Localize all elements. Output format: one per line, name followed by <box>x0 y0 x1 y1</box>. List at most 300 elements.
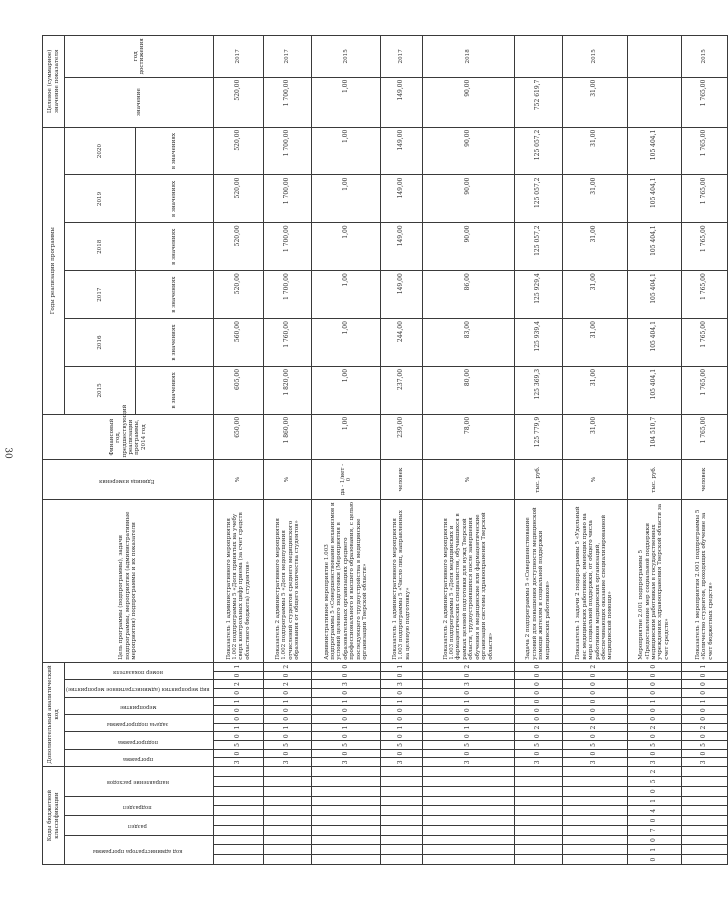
program-indicators-table <box>42 35 728 865</box>
code-digit: 0 <box>562 680 627 689</box>
row-unit: % <box>264 460 312 499</box>
code-digit <box>381 825 423 835</box>
code-digit <box>381 767 423 777</box>
code-digit <box>213 855 263 865</box>
year-header-2016: 2016 <box>65 319 136 367</box>
subprogram-header: подпрограмма <box>65 732 214 749</box>
row-year-value: 1 765,00 <box>681 319 727 367</box>
row-target-value: 31,00 <box>562 77 627 127</box>
row-target-value: 149,00 <box>381 77 423 127</box>
row-target-value: 90,00 <box>422 77 514 127</box>
code-digit: 2 <box>562 662 627 671</box>
row-target-year <box>627 36 681 78</box>
code-digit <box>562 855 627 865</box>
code-digit <box>381 845 423 855</box>
code-digit: 2 <box>422 662 514 671</box>
budget-code-header: Коды бюджетной классификации <box>43 767 65 865</box>
code-digit: 0 <box>381 715 423 724</box>
code-digit: 1 <box>381 697 423 706</box>
code-digit <box>312 825 381 835</box>
table-row <box>514 36 562 865</box>
row-unit: % <box>213 460 263 499</box>
code-digit: 0 <box>312 671 381 680</box>
row-target-year: 2018 <box>422 36 514 78</box>
code-digit: 2 <box>264 680 312 689</box>
row-year-value: 1 765,00 <box>681 223 727 271</box>
row-description: Административное мероприятие 1.003 подпрограммы 5 «Совершенствование механизмов и условий целевого подготовки (Мероприятия в образовательных организациях среднего профессионального и высшего образования, с целью последующего трудоустройства в медицинские организации Тверской области» <box>312 499 381 662</box>
code-digit: 0 <box>627 835 681 845</box>
code-digit <box>312 835 381 845</box>
code-digit <box>681 767 727 777</box>
row-year-value: 149,00 <box>381 271 423 319</box>
code-digit: 0 <box>627 855 681 865</box>
code-digit <box>514 806 562 816</box>
row-year-value: 149,00 <box>381 223 423 271</box>
row-year-value: 149,00 <box>381 127 423 175</box>
code-digit: 3 <box>213 758 263 767</box>
row-target-year: 2015 <box>562 36 627 78</box>
code-digit: 0 <box>213 732 263 741</box>
code-digit <box>681 825 727 835</box>
code-digit: 0 <box>514 706 562 715</box>
code-digit: 4 <box>627 806 681 816</box>
row-year-value: 520,00 <box>213 127 263 175</box>
code-digit <box>514 835 562 845</box>
code-digit <box>213 845 263 855</box>
row-year-value: 1 765,00 <box>681 271 727 319</box>
year-header-2015: 2015 <box>65 366 136 414</box>
code-digit: 3 <box>627 758 681 767</box>
row-year-value: 605,00 <box>213 366 263 414</box>
table-row <box>381 36 423 865</box>
code-digit <box>422 796 514 806</box>
goal-text-header: Цель программы (подпрограммы), задачи подпрограммы, мероприятия (административные мероприятия) подпрограммы и их показатели <box>43 499 214 662</box>
code-digit: 5 <box>312 741 381 750</box>
indicator-no-header: номер показателя <box>65 662 214 679</box>
in-values-header: в значениях <box>135 366 213 414</box>
program-admin-header: код администратора программы <box>65 835 214 864</box>
code-digit: 3 <box>681 758 727 767</box>
code-digit <box>422 806 514 816</box>
code-digit: 5 <box>213 741 263 750</box>
code-digit: 3 <box>422 758 514 767</box>
row-year-value: 90,00 <box>422 223 514 271</box>
code-digit <box>562 786 627 796</box>
row-base-value: 104 510,7 <box>627 414 681 460</box>
row-description: Показатель 1 административного мероприятия 1.003 подпрограммы 5 «Число лиц, направленных на целевую подготовку» <box>381 499 423 662</box>
row-year-value: 125 057,2 <box>514 223 562 271</box>
table-body <box>213 36 727 865</box>
row-year-value: 1 700,00 <box>264 127 312 175</box>
row-year-value: 1 765,00 <box>681 127 727 175</box>
code-digit: 0 <box>627 816 681 826</box>
code-digit <box>681 806 727 816</box>
row-year-value: 1,00 <box>312 127 381 175</box>
code-digit: 0 <box>681 732 727 741</box>
code-digit <box>381 806 423 816</box>
program-indicators-table-sheet <box>42 35 714 865</box>
table-row <box>264 36 312 865</box>
code-digit <box>381 796 423 806</box>
row-unit: человек <box>381 460 423 499</box>
code-digit <box>681 796 727 806</box>
code-digit: 0 <box>514 662 562 671</box>
in-values-header: в значениях <box>135 319 213 367</box>
row-year-value: 90,00 <box>422 127 514 175</box>
code-digit: 7 <box>627 825 681 835</box>
code-digit <box>422 767 514 777</box>
code-digit: 1 <box>213 662 263 671</box>
table-row <box>422 36 514 865</box>
code-digit: 0 <box>514 732 562 741</box>
row-target-value: 1 700,00 <box>264 77 312 127</box>
year-header-2020: 2020 <box>65 127 136 175</box>
code-digit: 0 <box>422 706 514 715</box>
target-header: Целевое (суммарное) значение показателя <box>43 36 65 128</box>
code-digit: 0 <box>312 688 381 697</box>
row-year-value: 90,00 <box>422 175 514 223</box>
row-year-value: 125 369,3 <box>514 366 562 414</box>
year-header-2018: 2018 <box>65 223 136 271</box>
code-digit: 0 <box>562 688 627 697</box>
code-digit: 0 <box>514 671 562 680</box>
row-target-value: 1,00 <box>312 77 381 127</box>
row-year-value: 31,00 <box>562 319 627 367</box>
code-digit: 2 <box>562 723 627 732</box>
table-row <box>681 36 727 865</box>
code-digit: 0 <box>627 688 681 697</box>
code-digit: 0 <box>381 732 423 741</box>
code-digit: 0 <box>681 706 727 715</box>
code-digit: 3 <box>381 758 423 767</box>
code-digit <box>681 845 727 855</box>
additional-code-header: Дополнительный аналитический код <box>43 662 65 766</box>
code-digit: 0 <box>562 706 627 715</box>
code-digit: 1 <box>681 662 727 671</box>
code-digit <box>381 786 423 796</box>
row-year-value: 1 765,00 <box>681 366 727 414</box>
code-digit <box>213 825 263 835</box>
in-values-header: в значениях <box>135 223 213 271</box>
row-target-value: 520,00 <box>213 77 263 127</box>
code-digit: 2 <box>627 723 681 732</box>
code-digit <box>312 767 381 777</box>
code-digit <box>312 855 381 865</box>
code-digit: 1 <box>381 723 423 732</box>
in-values-header: в значениях <box>135 127 213 175</box>
code-digit <box>562 835 627 845</box>
code-digit <box>213 806 263 816</box>
code-digit: 0 <box>422 671 514 680</box>
code-digit <box>264 806 312 816</box>
task-header: задача подпрограммы <box>65 715 214 732</box>
code-digit: 0 <box>514 680 562 689</box>
row-year-value: 520,00 <box>213 223 263 271</box>
code-digit <box>213 796 263 806</box>
code-digit: 5 <box>681 741 727 750</box>
code-digit: 0 <box>213 715 263 724</box>
code-digit: 0 <box>213 706 263 715</box>
row-description: Показатель 1 задачи 2 подпрограммы 5 «Удельный вес медицинских работников, имеющих право на меры социальной поддержки, от общего числа работников медицинских организаций, обеспечивающих оказание специализированной медицинской помощи» <box>562 499 627 662</box>
row-year-value: 1 700,00 <box>264 175 312 223</box>
code-digit <box>514 825 562 835</box>
row-year-value: 1,00 <box>312 319 381 367</box>
code-digit <box>681 855 727 865</box>
row-year-value: 31,00 <box>562 127 627 175</box>
code-digit: 1 <box>627 697 681 706</box>
code-digit: 0 <box>562 715 627 724</box>
page-number: 30 <box>2 447 13 459</box>
code-digit: 0 <box>312 715 381 724</box>
code-digit <box>264 776 312 786</box>
code-digit <box>681 786 727 796</box>
code-digit: 0 <box>562 749 627 758</box>
code-digit: 0 <box>627 732 681 741</box>
code-digit <box>514 767 562 777</box>
code-digit <box>562 767 627 777</box>
row-year-value: 237,00 <box>381 366 423 414</box>
code-digit: 0 <box>422 749 514 758</box>
code-digit: 5 <box>627 776 681 786</box>
code-digit: 0 <box>264 688 312 697</box>
code-digit <box>213 767 263 777</box>
year-header-2019: 2019 <box>65 175 136 223</box>
code-digit <box>264 767 312 777</box>
row-description: Показатель 1 мероприятия 2.001 подпрограммы 5 «Количество студентов, проходящих обучение за счет бюджетных средств» <box>681 499 727 662</box>
code-digit <box>681 835 727 845</box>
table-row <box>562 36 627 865</box>
code-digit: 0 <box>264 749 312 758</box>
row-year-value: 31,00 <box>562 271 627 319</box>
base-year-header: Финансовый год, предшествующий реализации программы, 2014 год <box>43 414 214 460</box>
code-digit <box>264 786 312 796</box>
code-digit: 0 <box>681 749 727 758</box>
code-digit: 0 <box>681 688 727 697</box>
code-digit: 5 <box>627 741 681 750</box>
code-digit: 0 <box>627 715 681 724</box>
row-year-value: 83,00 <box>422 319 514 367</box>
row-year-value: 105 404,1 <box>627 175 681 223</box>
row-target-year: 2015 <box>681 36 727 78</box>
table-row <box>312 36 381 865</box>
code-digit <box>562 796 627 806</box>
row-base-value: 1,00 <box>312 414 381 460</box>
code-digit <box>312 786 381 796</box>
code-digit <box>312 776 381 786</box>
row-description: Показатель 1 административного мероприятия 1.002 подпрограммы 5 «Доля принятых на учебу сверх контрольных цифр приема (за счет средств областного бюджета) студентов» <box>213 499 263 662</box>
table-row <box>213 36 263 865</box>
row-base-value: 1 860,00 <box>264 414 312 460</box>
code-digit <box>562 806 627 816</box>
code-digit <box>422 816 514 826</box>
code-digit: 0 <box>381 706 423 715</box>
code-digit: 1 <box>627 796 681 806</box>
code-digit <box>312 796 381 806</box>
code-digit <box>422 825 514 835</box>
code-digit: 0 <box>264 671 312 680</box>
code-digit: 5 <box>264 741 312 750</box>
subsection-header: подраздел <box>65 796 214 816</box>
code-digit: 2 <box>213 680 263 689</box>
code-digit: 0 <box>264 715 312 724</box>
row-year-value: 244,00 <box>381 319 423 367</box>
code-digit: 3 <box>514 758 562 767</box>
code-digit <box>562 845 627 855</box>
row-year-value: 1 700,00 <box>264 271 312 319</box>
code-digit: 5 <box>381 741 423 750</box>
measure-type-header: вид мероприятия (административное мероприятие) <box>65 680 214 697</box>
row-year-value: 125 939,4 <box>514 319 562 367</box>
row-year-value: 125 929,4 <box>514 271 562 319</box>
code-digit <box>312 806 381 816</box>
unit-header: Единица измерения <box>43 460 214 499</box>
row-year-value: 86,00 <box>422 271 514 319</box>
code-digit <box>514 816 562 826</box>
target-year-header: год достижения <box>65 36 214 78</box>
row-year-value: 1 820,00 <box>264 366 312 414</box>
row-year-value: 105 404,1 <box>627 319 681 367</box>
code-digit: 0 <box>213 749 263 758</box>
code-digit: 3 <box>562 758 627 767</box>
years-header: Годы реализации программы <box>43 127 65 414</box>
code-digit: 0 <box>264 732 312 741</box>
code-digit: 0 <box>213 688 263 697</box>
code-digit: 0 <box>627 749 681 758</box>
row-target-value: 1 765,00 <box>681 77 727 127</box>
code-digit: 0 <box>381 688 423 697</box>
code-digit: 0 <box>422 688 514 697</box>
in-values-header: в значениях <box>135 175 213 223</box>
row-unit: тыс. руб. <box>514 460 562 499</box>
row-base-value: 1 765,00 <box>681 414 727 460</box>
row-base-value: 125 779,9 <box>514 414 562 460</box>
row-year-value: 560,00 <box>213 319 263 367</box>
row-unit: человек <box>681 460 727 499</box>
code-digit: 1 <box>264 723 312 732</box>
code-digit: 3 <box>381 680 423 689</box>
code-digit <box>213 835 263 845</box>
section-header: раздел <box>65 816 214 836</box>
row-description: Задача 2 подпрограммы 5 «Совершенствование условий для повышения доступности медицинской помощи жителям и социальной поддержки медицинских работников» <box>514 499 562 662</box>
code-digit: 1 <box>213 723 263 732</box>
code-digit: 0 <box>381 749 423 758</box>
row-year-value: 105 404,1 <box>627 366 681 414</box>
code-digit <box>264 855 312 865</box>
code-digit: 1 <box>381 662 423 671</box>
row-base-value: 31,00 <box>562 414 627 460</box>
code-digit <box>213 786 263 796</box>
code-digit: 0 <box>681 671 727 680</box>
row-unit: тыс. руб. <box>627 460 681 499</box>
code-digit <box>514 776 562 786</box>
row-year-value: 520,00 <box>213 271 263 319</box>
direction-header: направление расходов <box>65 767 214 796</box>
code-digit <box>422 845 514 855</box>
row-description: Мероприятие 2.001 подпрограммы 5 «Предоставление мер социальной поддержки медицинским работникам в государственных учреждениях здравоохранения Тверской области за счет средств» <box>627 499 681 662</box>
code-digit <box>514 786 562 796</box>
code-digit: 1 <box>213 697 263 706</box>
row-base-value: 78,00 <box>422 414 514 460</box>
code-digit <box>562 776 627 786</box>
code-digit <box>514 845 562 855</box>
row-year-value: 1,00 <box>312 223 381 271</box>
code-digit: 0 <box>312 662 381 671</box>
code-digit <box>514 796 562 806</box>
row-year-value: 80,00 <box>422 366 514 414</box>
code-digit: 5 <box>514 741 562 750</box>
row-year-value: 31,00 <box>562 366 627 414</box>
measure-header: мероприятие <box>65 697 214 714</box>
row-year-value: 1 700,00 <box>264 223 312 271</box>
code-digit <box>213 816 263 826</box>
row-target-year: 2015 <box>312 36 381 78</box>
code-digit: 0 <box>422 715 514 724</box>
code-digit <box>264 796 312 806</box>
code-digit <box>264 845 312 855</box>
code-digit <box>681 816 727 826</box>
code-digit: 0 <box>514 749 562 758</box>
code-digit: 2 <box>514 723 562 732</box>
code-digit <box>681 776 727 786</box>
code-digit <box>381 816 423 826</box>
code-digit <box>213 776 263 786</box>
row-unit: % <box>422 460 514 499</box>
code-digit: 0 <box>562 671 627 680</box>
year-header-2017: 2017 <box>65 271 136 319</box>
code-digit: 0 <box>264 706 312 715</box>
code-digit: 2 <box>264 662 312 671</box>
code-digit <box>264 835 312 845</box>
code-digit: 1 <box>264 697 312 706</box>
code-digit: 2 <box>627 767 681 777</box>
in-values-header: в значениях <box>135 271 213 319</box>
code-digit: 1 <box>312 723 381 732</box>
row-unit: да - 1/нет - 0 <box>312 460 381 499</box>
row-unit: % <box>562 460 627 499</box>
row-year-value: 149,00 <box>381 175 423 223</box>
code-digit: 0 <box>627 706 681 715</box>
row-year-value: 31,00 <box>562 223 627 271</box>
row-target-year: 2017 <box>381 36 423 78</box>
row-year-value: 1 760,00 <box>264 319 312 367</box>
row-target-value <box>627 77 681 127</box>
row-year-value: 125 057,2 <box>514 175 562 223</box>
code-digit: 5 <box>562 741 627 750</box>
program-header: программа <box>65 749 214 766</box>
code-digit <box>422 855 514 865</box>
code-digit: 0 <box>627 662 681 671</box>
code-digit <box>381 776 423 786</box>
code-digit: 0 <box>681 715 727 724</box>
row-base-value: 650,00 <box>213 414 263 460</box>
code-digit: 0 <box>312 732 381 741</box>
row-year-value: 1,00 <box>312 271 381 319</box>
code-digit: 0 <box>681 680 727 689</box>
code-digit: 1 <box>312 697 381 706</box>
code-digit: 0 <box>562 697 627 706</box>
code-digit: 1 <box>627 845 681 855</box>
code-digit: 0 <box>312 749 381 758</box>
code-digit <box>562 816 627 826</box>
row-year-value: 105 404,1 <box>627 223 681 271</box>
row-year-value: 1,00 <box>312 366 381 414</box>
row-target-value: 752 619,7 <box>514 77 562 127</box>
code-digit <box>381 835 423 845</box>
code-digit: 0 <box>514 715 562 724</box>
row-year-value: 31,00 <box>562 175 627 223</box>
code-digit: 0 <box>514 688 562 697</box>
row-year-value: 105 404,1 <box>627 271 681 319</box>
